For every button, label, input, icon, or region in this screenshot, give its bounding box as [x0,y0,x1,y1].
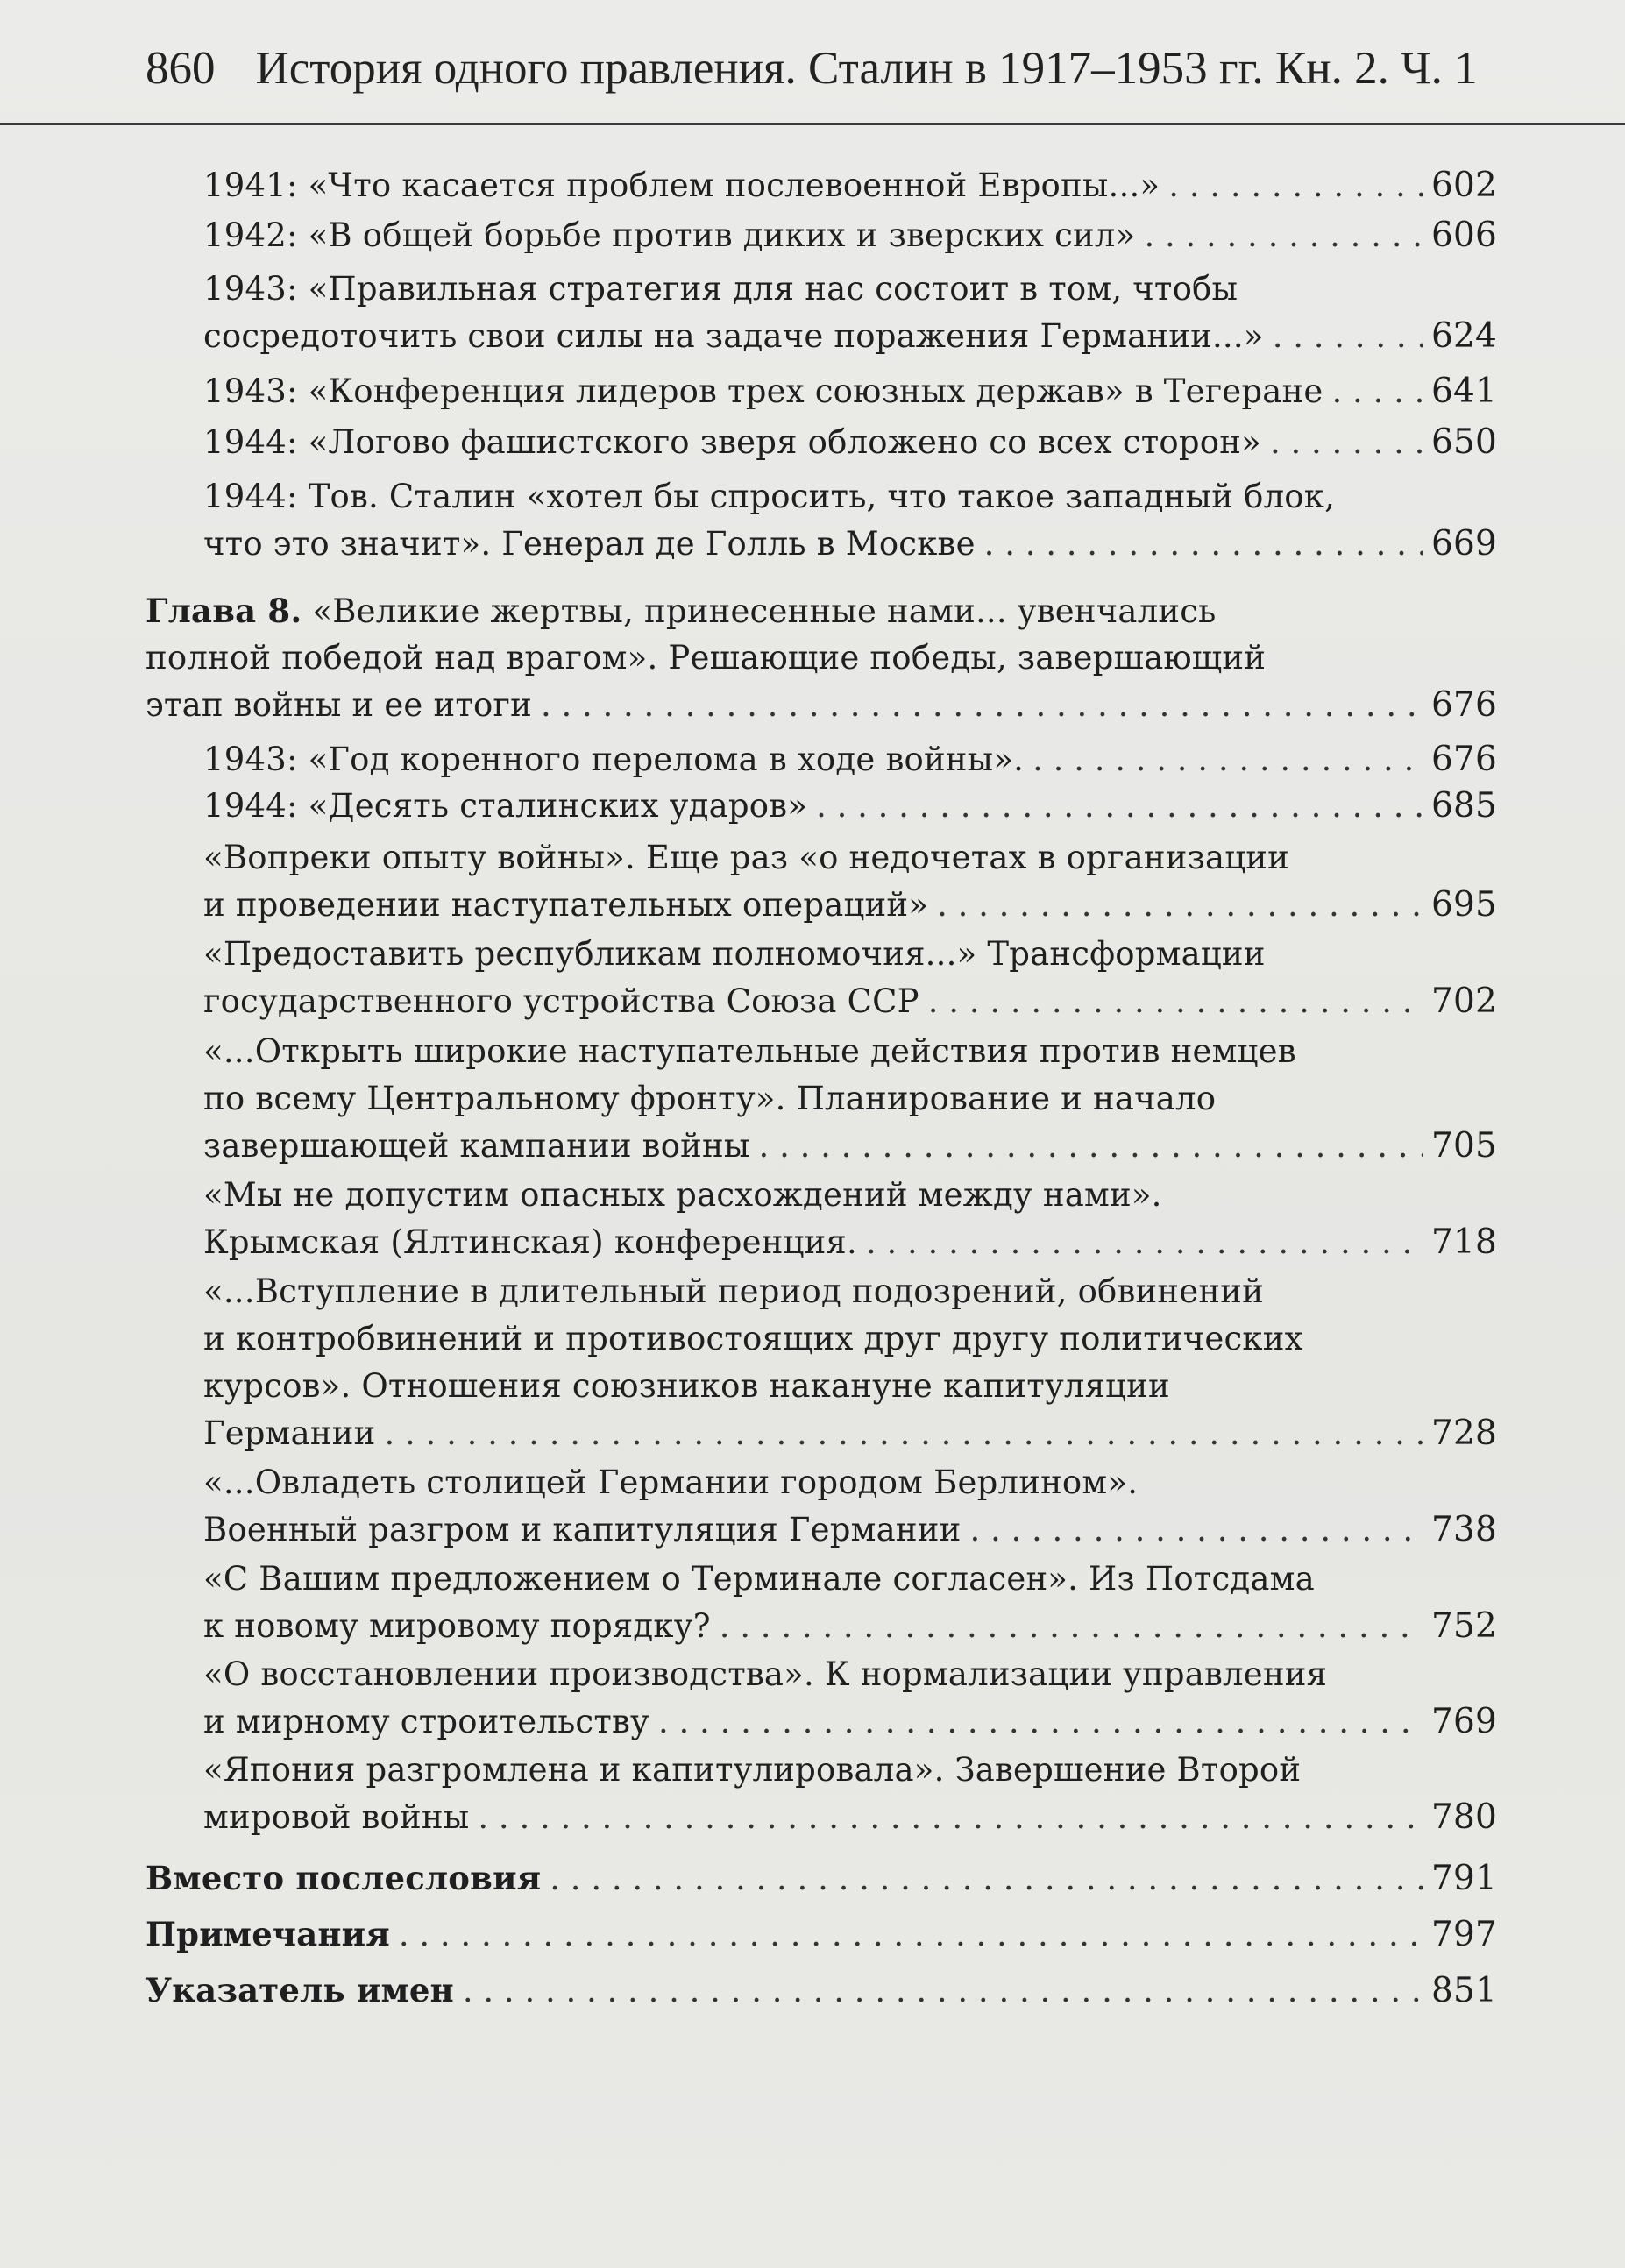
toc-entry-text: и проведении наступательных операций» [203,886,929,924]
toc-entry-1943-turning-point[interactable] [203,736,1497,783]
toc-entry-1942[interactable] [203,212,1497,259]
toc-entry-text: курсов». Отношения союзников накануне капитуляции [203,1367,1170,1405]
toc-entry-republics[interactable] [203,931,1497,1025]
toc-page-number: 851 [1430,1971,1497,2010]
toc-entry-1943-tehran[interactable] [203,368,1497,415]
toc-entry-text: 1944: «Логово фашистского зверя обложено со всех сторон» [203,423,1261,461]
toc-entry-text: 1941: «Что касается проблем послевоенной Европы...» [203,167,1160,204]
leader-dots [1332,368,1423,415]
toc-entry-text: «...Открыть широкие наступательные действия против немцев [203,1032,1296,1070]
toc-chapter-8[interactable] [145,587,1497,729]
toc-page-number: 676 [1430,740,1497,779]
toc-entry-text: «О восстановлении производства». К нормализации управления [203,1655,1328,1693]
chapter-title: «Великие жертвы, принесенные нами... увенчались [312,592,1217,630]
toc-page-number: 738 [1430,1510,1497,1549]
leader-dots [816,783,1423,830]
toc-entry-berlin[interactable] [203,1459,1497,1554]
leader-dots [720,1603,1423,1650]
toc-entry-production[interactable] [203,1651,1497,1746]
toc-page-number: 769 [1430,1702,1497,1741]
leader-dots [658,1698,1423,1746]
toc-entry-text: 1944: «Десять сталинских ударов» [203,787,808,825]
leader-dots [1032,736,1423,783]
leader-dots [385,1410,1423,1457]
toc-name-index[interactable] [145,1967,1497,2014]
toc-entry-1944-lair[interactable] [203,419,1497,466]
toc-page-number: 752 [1430,1606,1497,1646]
toc-page-number: 676 [1430,685,1497,725]
leader-dots [928,978,1423,1025]
toc-entry-text: «С Вашим предложением о Терминале согласен». Из Потсдама [203,1560,1315,1598]
toc-entry-text: «Япония разгромлена и капитулировала». Завершение Второй [203,1751,1302,1789]
toc-entry-text: Германии [203,1414,376,1452]
toc-page-number: 650 [1430,422,1497,462]
leader-dots [399,1911,1423,1959]
toc-page-number: 791 [1430,1859,1497,1898]
toc-entry-allies-suspicion[interactable] [203,1268,1497,1457]
toc-page-number: 705 [1430,1126,1497,1166]
leader-dots [866,1219,1423,1266]
toc-entry-text: 1943: «Конференция лидеров трех союзных держав» в Тегеране [203,372,1323,410]
leader-dots [984,521,1423,568]
toc-afterword[interactable] [145,1854,1497,1902]
toc-entry-text: Примечания [145,1915,390,1953]
leader-dots [969,1506,1423,1554]
running-title: История одного правления. Сталин в 1917–1953 гг. Кн. 2. Ч. 1 [255,43,1478,94]
toc-entry-text: 1943: «Год коренного перелома в ходе войны». [203,741,1025,778]
leader-dots [937,882,1423,929]
toc-page-number: 797 [1430,1915,1497,1954]
toc-entry-text: Указатель имен [145,1971,454,2009]
toc-entry-potsdam[interactable] [203,1556,1497,1650]
toc-entry-text: мировой войны [203,1798,470,1836]
toc-page-number: 718 [1430,1223,1497,1262]
toc-entry-central-front[interactable] [203,1028,1497,1170]
toc-entry-text: и мирному строительству [203,1703,650,1740]
toc-page-number: 695 [1430,885,1497,925]
chapter-title: этап войны и ее итоги [145,686,532,724]
toc-page-number: 641 [1430,372,1497,411]
toc-entry-text: Военный разгром и капитуляция Германии [203,1511,962,1549]
toc-page-number: 685 [1430,786,1497,826]
toc-entry-text: «...Овладеть столицей Германии городом Берлином». [203,1464,1139,1501]
toc-entry-japan[interactable] [203,1747,1497,1841]
leader-dots [1144,212,1423,259]
leader-dots [1270,419,1423,466]
page-number: 860 [145,43,216,94]
toc-entry-text: «Предоставить республикам полномочия...» Трансформации [203,935,1266,973]
toc-entry-text: 1944: Тов. Сталин «хотел бы спросить, что такое западный блок, [203,478,1336,515]
toc-page-number: 624 [1430,316,1497,356]
leader-dots [1168,162,1423,209]
chapter-label: Глава 8. [145,592,302,630]
toc-page-number: 780 [1430,1797,1497,1837]
toc-entry-1944-de-gaulle[interactable] [203,473,1497,568]
leader-dots [463,1967,1423,2015]
leader-dots [550,1855,1423,1903]
toc-entry-text: что это значит». Генерал де Голль в Москве [203,525,976,563]
toc-page-number: 728 [1430,1414,1497,1453]
toc-entry-1943-strategy[interactable] [203,266,1497,360]
leader-dots [1273,313,1423,360]
toc-entry-yalta[interactable] [203,1172,1497,1266]
toc-entry-text: 1942: «В общей борьбе против диких и зверских сил» [203,216,1136,254]
leader-dots [759,1123,1423,1170]
toc-entry-text: «...Вступление в длительный период подозрений, обвинений [203,1272,1264,1310]
toc-entry-text: «Вопреки опыту войны». Еще раз «о недочетах в организации [203,839,1289,876]
toc-entry-text: сосредоточить свои силы на задаче поражения Германии...» [203,317,1264,355]
toc-entry-1941[interactable] [203,162,1497,209]
leader-dots [478,1794,1423,1841]
toc-entry-text: Крымская (Ялтинская) конференция. [203,1223,857,1261]
toc-entry-1944-ten-blows[interactable] [203,783,1497,830]
toc-entry-text: к новому мировому порядку? [203,1607,711,1645]
toc-entry-text: Вместо послесловия [145,1859,542,1897]
toc-entry-text: по всему Центральному фронту». Планирование и начало [203,1080,1217,1117]
running-header [145,42,1495,123]
chapter-title: полной победой над врагом». Решающие победы, завершающий [145,639,1267,677]
header-rule [0,123,1625,125]
toc-page-number: 702 [1430,982,1497,1021]
toc-entry-war-experience[interactable] [203,834,1497,929]
toc-page-number: 602 [1430,166,1497,205]
leader-dots [541,682,1423,729]
toc-entry-text: 1943: «Правильная стратегия для нас состоит в том, чтобы [203,270,1238,308]
toc-notes[interactable] [145,1910,1497,1958]
toc-page-number: 606 [1430,216,1497,255]
toc-page-number: 669 [1430,524,1497,563]
toc-entry-text: «Мы не допустим опасных расхождений между нами». [203,1176,1162,1214]
toc-entry-text: и контробвинений и противостоящих друг другу политических [203,1320,1303,1357]
toc-entry-text: завершающей кампании войны [203,1127,750,1165]
toc-entry-text: государственного устройства Союза ССР [203,982,919,1020]
